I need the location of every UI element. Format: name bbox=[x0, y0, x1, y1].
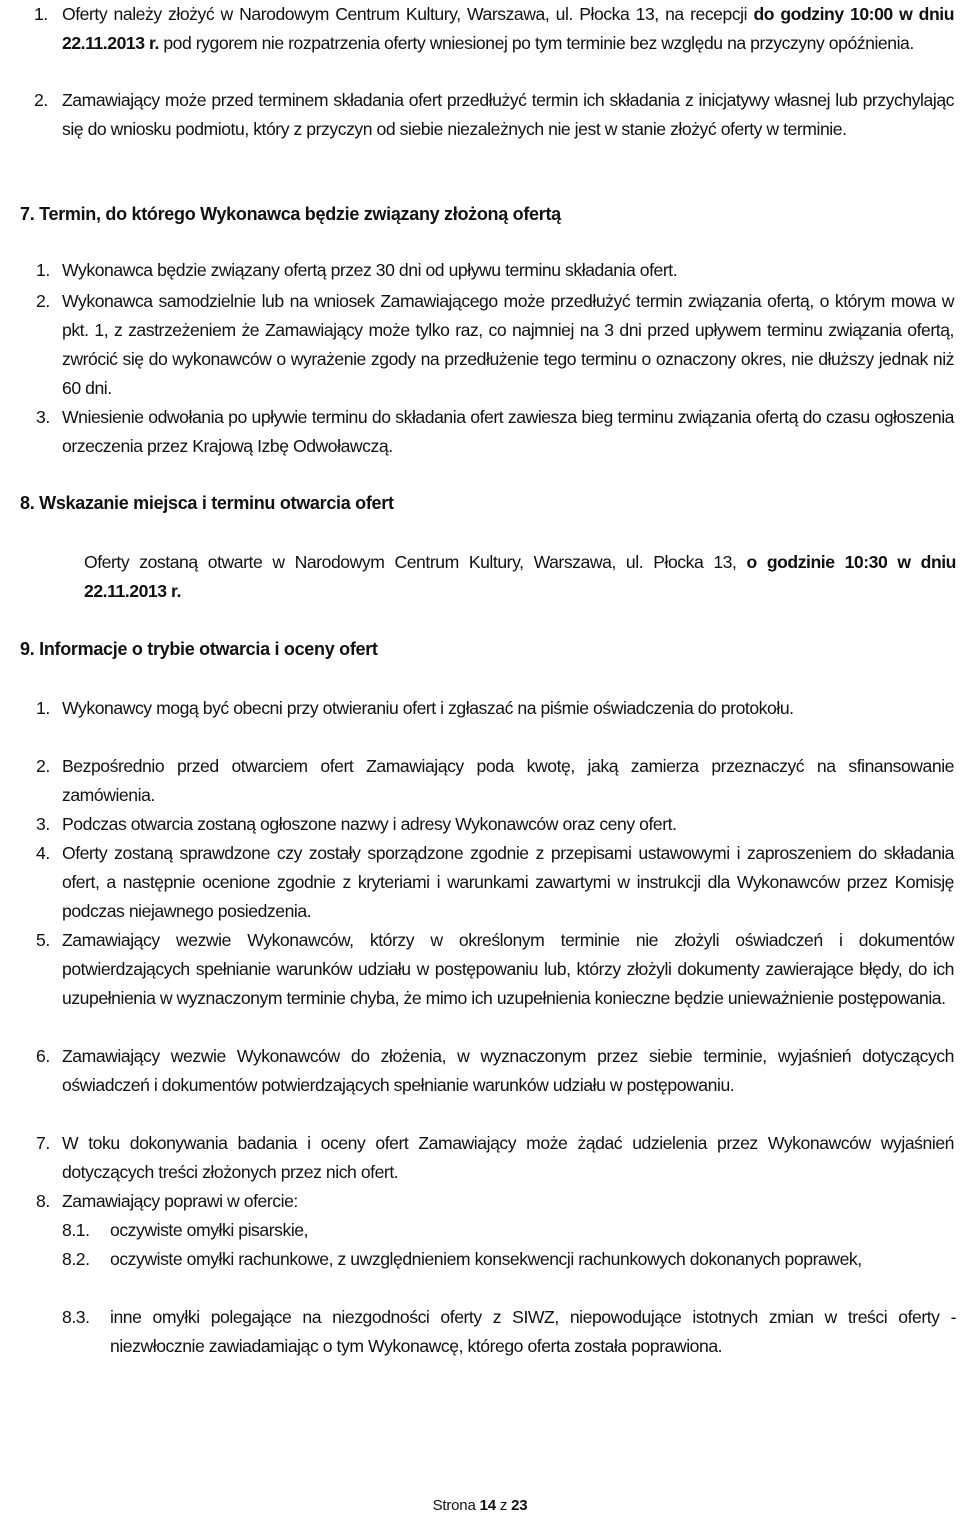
s9-item-8-num: 8. bbox=[36, 1191, 50, 1211]
s9-item-3-text: Podczas otwarcia zostaną ogłoszone nazwy i adresy Wykonawców oraz ceny ofert. bbox=[62, 814, 677, 834]
section-9-heading-text: Informacje o trybie otwarcia i oceny ofert bbox=[39, 639, 378, 659]
s9-item-5-num: 5. bbox=[36, 930, 50, 950]
section-8-text bbox=[84, 548, 956, 606]
s9-subitem-8-3-text: inne omyłki polegające na niezgodności oferty z SIWZ, niepowodujące istotnych zmian w treści oferty - niezwłocznie zawiadamiając o tym Wykonawcę, którego oferta została poprawiona. bbox=[110, 1307, 956, 1356]
s7-item-1-num: 1. bbox=[36, 260, 50, 280]
s9-item-3-num: 3. bbox=[36, 814, 50, 834]
section-7-heading bbox=[20, 200, 960, 229]
s9-subitem-8-3-num: 8.3. bbox=[62, 1307, 90, 1327]
s6-item-2 bbox=[14, 86, 954, 144]
s6-item-1-deadline: do godziny 10:00 w dniu 22.11.2013 r. bbox=[62, 4, 954, 53]
section-8-heading-text: Wskazanie miejsca i terminu otwarcia ofert bbox=[39, 493, 394, 513]
s9-item-7-text: W toku dokonywania badania i oceny ofert Zamawiający może żądać udzielenia przez Wykonawców wyjaśnień dotyczących treści złożonych przez nich ofert. bbox=[62, 1133, 954, 1182]
s9-subitem-8-3 bbox=[62, 1303, 956, 1361]
s6-item-1-pre: Oferty należy złożyć w Narodowym Centrum Kultury, Warszawa, ul. Płocka 13, na recepcji bbox=[62, 4, 754, 24]
section-9-heading-num: 9. bbox=[20, 639, 35, 659]
s9-item-8-text: Zamawiający poprawi w ofercie: bbox=[62, 1191, 298, 1211]
s7-item-1-text: Wykonawca będzie związany ofertą przez 30 dni od upływu terminu składania ofert. bbox=[62, 260, 678, 280]
s9-item-5 bbox=[14, 926, 954, 1013]
s7-item-3 bbox=[14, 403, 954, 461]
footer-prefix: Strona bbox=[432, 1497, 476, 1514]
footer-total-pages: 23 bbox=[511, 1497, 528, 1514]
section-9-heading bbox=[20, 635, 960, 664]
s9-item-1-text: Wykonawcy mogą być obecni przy otwieraniu ofert i zgłaszać na piśmie oświadczenia do protokołu. bbox=[62, 698, 794, 718]
s6-item-2-num: 2. bbox=[34, 90, 48, 110]
s7-item-3-num: 3. bbox=[36, 407, 50, 427]
s9-item-1 bbox=[14, 694, 954, 723]
s6-item-1 bbox=[14, 0, 954, 58]
s6-item-1-num: 1. bbox=[34, 4, 48, 24]
section-8-pre: Oferty zostaną otwarte w Narodowym Centrum Kultury, Warszawa, ul. Płocka 13, bbox=[84, 552, 747, 572]
s9-item-4 bbox=[14, 839, 954, 926]
section-7-heading-text: Termin, do którego Wykonawca będzie związany złożoną ofertą bbox=[39, 204, 561, 224]
section-7-heading-num: 7. bbox=[20, 204, 35, 224]
s7-item-2 bbox=[14, 287, 954, 403]
section-8-heading bbox=[20, 489, 960, 518]
s6-item-2-text: Zamawiający może przed terminem składania ofert przedłużyć termin ich składania z inicjatywy własnej lub przychylając się do wniosku podmiotu, który z przyczyn od siebie niezależnych nie jest w stanie złożyć oferty w terminie. bbox=[62, 90, 954, 139]
s7-item-3-text: Wniesienie odwołania po upływie terminu do składania ofert zawiesza bieg terminu związania ofertą do czasu ogłoszenia orzeczenia przez Krajową Izbę Odwoławczą. bbox=[62, 407, 954, 456]
s9-subitem-8-2-num: 8.2. bbox=[62, 1249, 90, 1269]
s9-item-1-num: 1. bbox=[36, 698, 50, 718]
section-8-heading-num: 8. bbox=[20, 493, 35, 513]
s7-item-2-num: 2. bbox=[36, 291, 50, 311]
page-footer bbox=[0, 1491, 960, 1520]
s9-item-2-num: 2. bbox=[36, 756, 50, 776]
s9-item-7 bbox=[14, 1129, 954, 1187]
s6-item-1-text bbox=[62, 0, 954, 58]
s9-item-6-num: 6. bbox=[36, 1046, 50, 1066]
section-8-opening-time: o godzinie 10:30 w dniu 22.11.2013 r. bbox=[84, 552, 956, 601]
s9-item-4-text: Oferty zostaną sprawdzone czy zostały sporządzone zgodnie z przepisami ustawowymi i zaproszeniem do składania ofert, a następnie ocenione zgodnie z kryteriami i warunkami zawartymi w instrukcji dla Wykonawców przez Komisję podczas niejawnego posiedzenia. bbox=[62, 843, 954, 921]
s9-item-6-text: Zamawiający wezwie Wykonawców do złożenia, w wyznaczonym przez siebie terminie, wyjaśnień dotyczących oświadczeń i dokumentów potwierdzających spełnianie warunków udziału w postępowaniu. bbox=[62, 1046, 954, 1095]
s9-subitem-8-2 bbox=[62, 1245, 956, 1274]
s9-item-7-num: 7. bbox=[36, 1133, 50, 1153]
s7-item-2-text: Wykonawca samodzielnie lub na wniosek Zamawiającego może przedłużyć termin związania ofertą, o którym mowa w pkt. 1, z zastrzeżeniem że Zamawiający może tylko raz, co najmniej na 3 dni przed upływem terminu związania ofertą, zwrócić się do wykonawców o wyrażenie zgody na przedłużenie tego terminu o oznaczony okres, nie dłuższy jednak niż 60 dni. bbox=[62, 291, 954, 398]
s9-item-8 bbox=[14, 1187, 954, 1216]
s6-item-1-post: pod rygorem nie rozpatrzenia oferty wniesionej po tym terminie bez względu na przyczyny opóźnienia. bbox=[158, 33, 914, 53]
s9-item-2-text: Bezpośrednio przed otwarciem ofert Zamawiający poda kwotę, jaką zamierza przeznaczyć na sfinansowanie zamówienia. bbox=[62, 756, 954, 805]
s9-subitem-8-1 bbox=[62, 1216, 956, 1245]
s9-subitem-8-1-num: 8.1. bbox=[62, 1220, 90, 1240]
s9-item-5-text: Zamawiający wezwie Wykonawców, którzy w określonym terminie nie złożyli oświadczeń i dokumentów potwierdzających spełnianie warunków udziału w postępowaniu lub, którzy złożyli dokumenty zawierające błędy, do ich uzupełnienia w wyznaczonym terminie chyba, że mimo ich uzupełnienia konieczne będzie unieważnienie postępowania. bbox=[62, 930, 954, 1008]
s9-subitem-8-2-text: oczywiste omyłki rachunkowe, z uwzględnieniem konsekwencji rachunkowych dokonanych poprawek, bbox=[110, 1249, 862, 1269]
s9-item-2 bbox=[14, 752, 954, 810]
s9-subitem-8-1-text: oczywiste omyłki pisarskie, bbox=[110, 1220, 309, 1240]
s7-item-1 bbox=[14, 256, 954, 285]
s9-item-3 bbox=[14, 810, 954, 839]
s9-item-6 bbox=[14, 1042, 954, 1100]
s9-item-4-num: 4. bbox=[36, 843, 50, 863]
footer-page-number: 14 bbox=[479, 1497, 496, 1514]
footer-separator: z bbox=[499, 1497, 508, 1514]
